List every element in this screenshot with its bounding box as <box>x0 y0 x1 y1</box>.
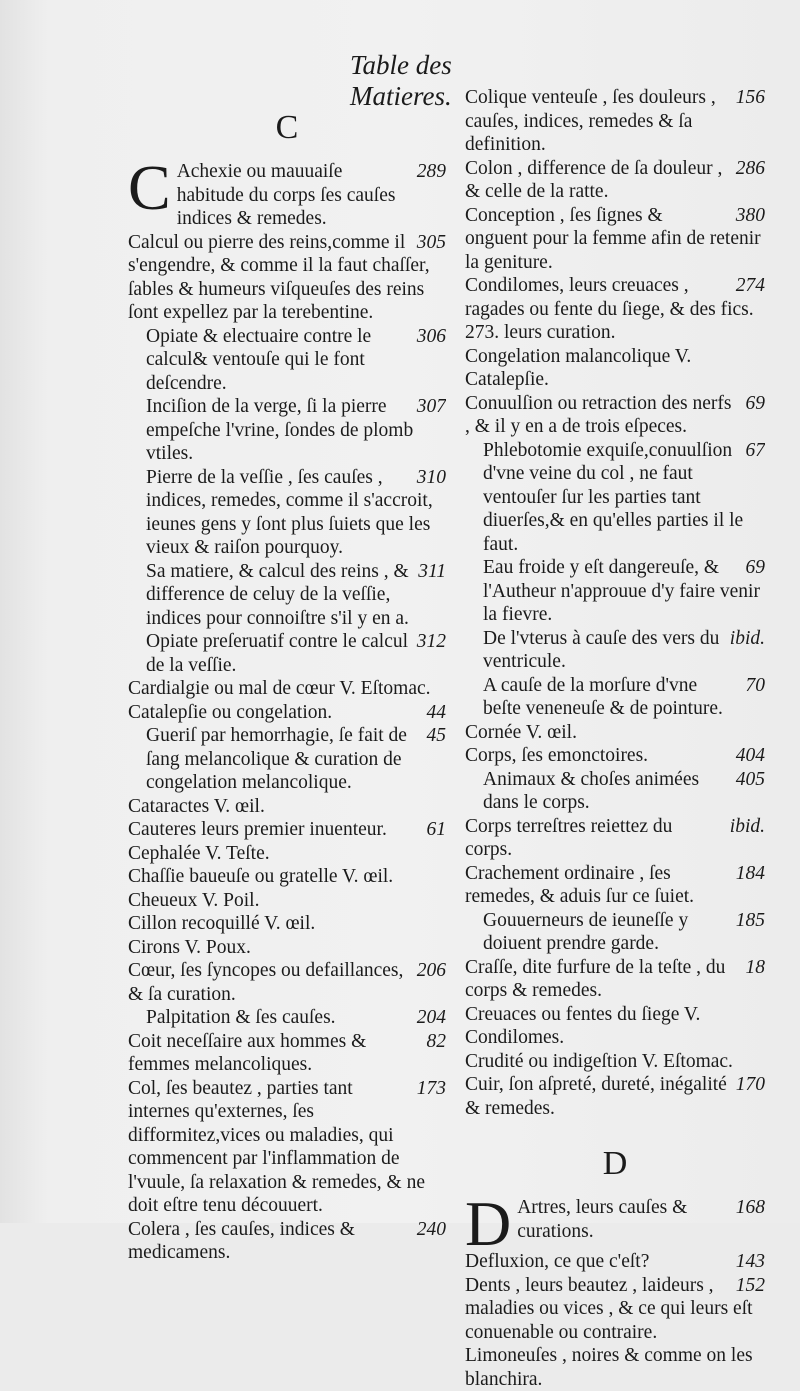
index-entry <box>128 818 446 842</box>
index-entry <box>128 936 446 960</box>
entry-text: Colique venteuſe , ſes douleurs , cauſes, indices, remedes & ſa definition. <box>465 87 716 155</box>
entry-text: Col, ſes beautez , parties tant internes qu'externes, ſes difformitez,vices ou maladies, qui commencent par l'inflammation de l'vuule, ſa relaxation & remedes, & ne doit eſtre tenu découuert. <box>128 1077 425 1216</box>
entry-text: Dents , leurs beautez , laideurs , maladies ou vices , & ce qui leurs eſt conuenable ou contraire. <box>465 1274 753 1343</box>
index-entry <box>465 1274 765 1345</box>
index-entry <box>483 674 765 721</box>
index-entry <box>128 231 446 325</box>
entry-text: Opiate & electuaire contre le calcul& ventouſe qui le font deſcendre. <box>146 325 372 394</box>
index-entry <box>128 160 446 231</box>
index-entry <box>465 274 765 345</box>
drop-capital: C <box>128 160 171 223</box>
entry-text: Opiate preſeruatif contre le calcul de la veſſie. <box>146 631 409 676</box>
entry-page-number: 70 <box>745 674 765 696</box>
entry-text: Crachement ordinaire , ſes remedes, & aduis ſur ce ſuiet. <box>465 862 695 907</box>
entry-page-number: 405 <box>735 768 765 790</box>
entry-page-number: 240 <box>416 1218 446 1240</box>
index-entry <box>146 724 446 795</box>
entry-page-number: 69 <box>745 392 765 414</box>
entry-text: Cillon recoquillé V. œil. <box>128 913 316 934</box>
entry-page-number: 152 <box>735 1274 765 1296</box>
entry-page-number: 170 <box>735 1074 765 1095</box>
index-entry <box>146 395 446 466</box>
entry-text: Phlebotomie exquiſe,conuulſion d'vne veine du col , ne faut ventouſer ſur les parties tant diuerſes,& en qu'elles parties il le faut. <box>483 439 744 555</box>
entry-text: Artres, leurs cauſes & curations. <box>517 1197 688 1242</box>
entry-text: Sa matiere, & calcul des reins , & difference de celuy de la veſſie, indices pour connoiſtre s'il y en a. <box>146 560 409 629</box>
entry-text: Cauteres leurs premier inuenteur. <box>128 819 387 840</box>
index-entry <box>146 630 446 677</box>
index-entry <box>465 1196 765 1250</box>
entry-page-number: 206 <box>416 960 446 981</box>
drop-capital: D <box>465 1196 512 1250</box>
right-entry-list <box>465 86 765 1120</box>
index-entry <box>128 1218 446 1265</box>
left-column <box>128 100 446 1265</box>
entry-text: Inciſion de la verge, ſi la pierre empeſche l'vrine, ſondes de plomb vtiles. <box>146 396 414 464</box>
index-entry <box>465 744 765 768</box>
entry-text: Cuir, ſon aſpreté, dureté, inégalité & remedes. <box>465 1074 727 1119</box>
index-entry <box>128 865 446 889</box>
entry-page-number: 45 <box>426 725 446 746</box>
entry-text: Catalepſie ou congelation. <box>128 701 333 723</box>
index-entry <box>465 1003 765 1050</box>
entry-page-number: 18 <box>745 956 765 978</box>
section-letter-d: D <box>602 1145 628 1182</box>
entry-page-number: 173 <box>416 1077 446 1099</box>
entry-text: Animaux & choſes animées dans le corps. <box>483 768 700 813</box>
index-entry <box>128 795 446 819</box>
entry-page-number: 61 <box>426 819 446 840</box>
index-entry <box>465 345 765 392</box>
entry-page-number: 44 <box>426 701 446 723</box>
entry-page-number: 310 <box>416 466 446 488</box>
entry-text: Crudité ou indigeſtion V. Eſtomac. <box>465 1050 733 1072</box>
index-entry <box>483 556 765 627</box>
index-entry <box>483 439 765 557</box>
entry-text: Corps terreſtres reiettez du corps. <box>465 815 673 860</box>
entry-page-number: 185 <box>735 909 765 931</box>
entry-page-number: 312 <box>416 631 446 652</box>
index-entry <box>128 1077 446 1218</box>
entry-page-number: 286 <box>735 157 765 179</box>
index-entry <box>128 889 446 913</box>
entry-text: A cauſe de la morſure d'vne beſte veneneuſe & de pointure. <box>483 674 723 719</box>
entry-page-number: 204 <box>416 1007 446 1028</box>
right-column <box>465 86 765 1391</box>
index-entry <box>465 862 765 909</box>
index-entry <box>465 721 765 745</box>
index-entry <box>465 392 765 439</box>
index-entry <box>465 1050 765 1074</box>
entry-page-number: 82 <box>426 1030 446 1052</box>
index-entry <box>128 1030 446 1077</box>
entry-page-number: 306 <box>416 325 446 347</box>
entry-text: Creuaces ou fentes du ſiege V. Condilomes. <box>465 1003 701 1048</box>
entry-page-number: 67 <box>745 439 765 461</box>
index-entry <box>146 1006 446 1030</box>
entry-page-number: 311 <box>418 560 446 582</box>
entry-text: Calcul ou pierre des reins,comme il s'engendre, & comme il la faut chaſſer, ſables & humeurs viſqueuſes des reins ſont expellez par la terebentine. <box>128 231 430 323</box>
entry-page-number: 143 <box>735 1251 765 1272</box>
index-entry <box>128 912 446 936</box>
entry-text: De l'vterus à cauſe des vers du ventricule. <box>483 627 720 672</box>
index-entry <box>465 86 765 157</box>
entry-page-number: 274 <box>735 275 765 296</box>
index-entry <box>465 157 765 204</box>
entry-text: Coit neceſſaire aux hommes & femmes melancoliques. <box>128 1030 367 1075</box>
right-d-entry-list <box>465 1196 765 1391</box>
entry-page-number: 184 <box>735 862 765 884</box>
entry-text: Cornée V. œil. <box>465 721 577 743</box>
index-entry <box>146 325 446 396</box>
entry-text: Craſſe, dite furfure de la teſte , du corps & remedes. <box>465 956 726 1001</box>
entry-page-number: 307 <box>416 396 446 417</box>
index-entry <box>128 959 446 1006</box>
entry-text: Limoneuſes , noires & comme on les blanchira. <box>465 1345 753 1390</box>
index-entry <box>146 466 446 560</box>
entry-page-number: ibid. <box>729 815 765 837</box>
entry-page-number: 289 <box>416 161 446 182</box>
entry-text: Eau froide y eſt dangereuſe, & l'Autheur n'approuue d'y faire venir la fievre. <box>483 557 760 625</box>
index-entry <box>465 1344 765 1391</box>
entry-text: Cheueux V. Poil. <box>128 889 260 911</box>
entry-page-number: 69 <box>745 557 765 578</box>
index-entry <box>465 956 765 1003</box>
entry-text: Conception , ſes ſignes & onguent pour la femme afin de retenir la geniture. <box>465 204 761 273</box>
index-entry <box>483 909 765 956</box>
index-entry <box>128 677 446 701</box>
entry-text: Palpitation & ſes cauſes. <box>146 1007 336 1028</box>
index-entry <box>146 560 446 631</box>
index-entry <box>465 204 765 275</box>
entry-text: Congelation malancolique V. Catalepſie. <box>465 345 692 390</box>
entry-page-number: 156 <box>735 87 765 108</box>
index-entry <box>483 627 765 674</box>
entry-text: Gouuerneurs de ieuneſſe y doiuent prendre garde. <box>483 909 689 954</box>
entry-text: Chaſſie baueuſe ou gratelle V. œil. <box>128 866 394 887</box>
entry-page-number: 168 <box>735 1197 765 1218</box>
entry-page-number: 380 <box>735 204 765 226</box>
entry-text: Cephalée V. Teſte. <box>128 842 270 864</box>
page-header: Table des Matieres. <box>350 50 452 111</box>
index-entry <box>465 1250 765 1274</box>
entry-text: Cœur, ſes ſyncopes ou defaillances, & ſa curation. <box>128 960 404 1005</box>
entry-text: Pierre de la veſſie , ſes cauſes , indices, remedes, comme il s'accroit, ieunes gens y ſont plus ſuiets que les vieux & raiſon pourquoy. <box>146 466 433 558</box>
index-entry <box>483 768 765 815</box>
index-entry <box>128 701 446 725</box>
entry-text: Cardialgie ou mal de cœur V. Eſtomac. <box>128 678 431 699</box>
index-entry <box>465 1073 765 1120</box>
section-letter-c: C <box>275 109 299 146</box>
entry-text: Condilomes, leurs creuaces , ragades ou fente du ſiege, & des fics. 273. leurs curation. <box>465 275 754 343</box>
entry-text: Cataractes V. œil. <box>128 795 265 817</box>
entry-text: Conuulſion ou retraction des nerfs , & il y en a de trois eſpeces. <box>465 392 732 437</box>
entry-page-number: 404 <box>735 745 765 766</box>
entry-text: Gueriſ par hemorrhagie, ſe fait de ſang melancolique & curation de congelation melancolique. <box>146 725 407 793</box>
entry-text: Colon , difference de ſa douleur , & celle de la ratte. <box>465 157 723 202</box>
entry-text: Colera , ſes cauſes, indices & medicamens. <box>128 1218 355 1263</box>
index-entry <box>465 815 765 862</box>
index-entry <box>128 842 446 866</box>
entry-text: Defluxion, ce que c'eſt? <box>465 1251 650 1272</box>
entry-page-number: 305 <box>416 231 446 253</box>
entry-text: Achexie ou mauuaiſe habitude du corps ſes cauſes indices & remedes. <box>176 161 396 229</box>
entry-page-number: ibid. <box>729 627 765 649</box>
left-entry-list <box>128 160 446 1265</box>
entry-text: Corps, ſes emonctoires. <box>465 745 649 766</box>
entry-text: Cirons V. Poux. <box>128 936 251 958</box>
